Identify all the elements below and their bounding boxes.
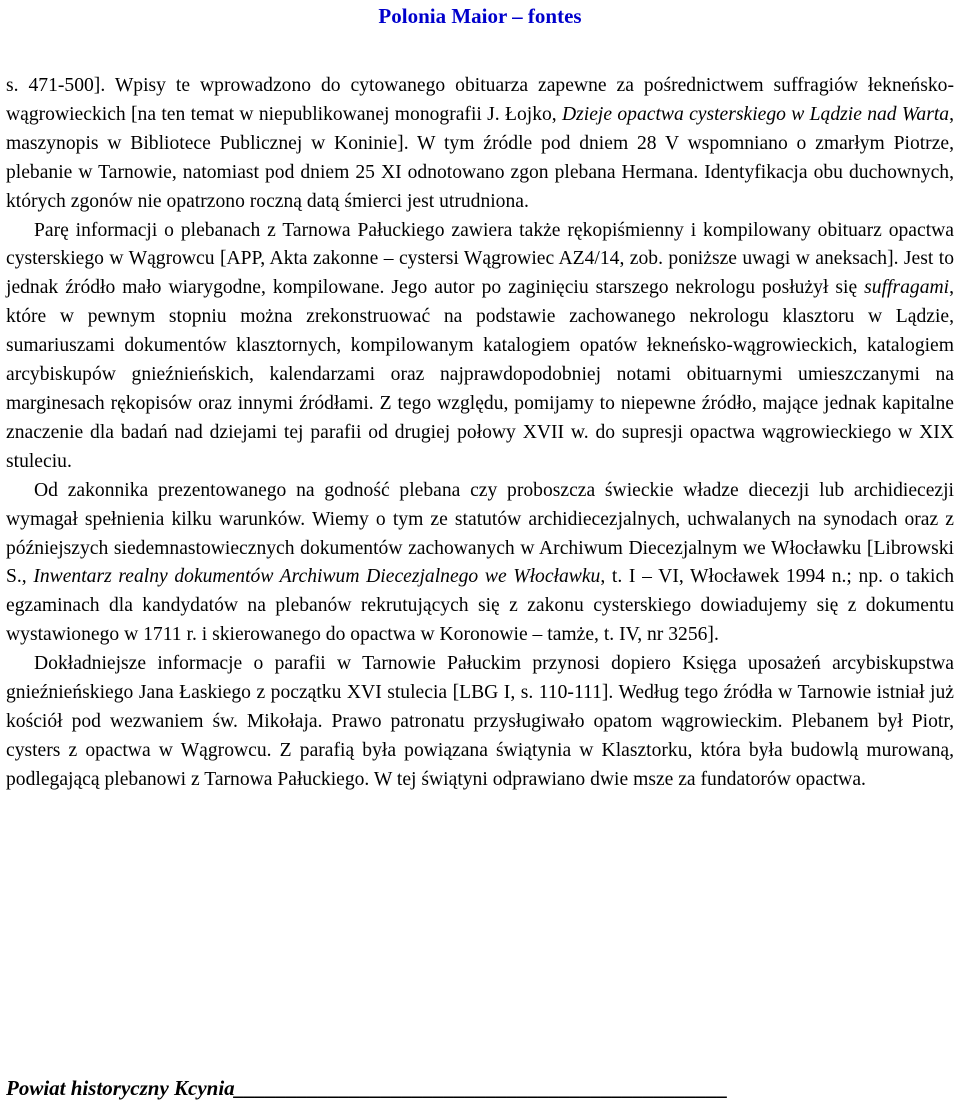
book-title: Dzieje opactwa cysterskiego w Lądzie nad Warta (562, 103, 950, 125)
paragraph-text: Od zakonnika prezentowanego na godność plebana czy proboszcza świeckie władze diecezji lub archidiecezji wymagał spełnienia kilku warunków. Wiemy o tym ze statutów archidiecezjalnych, uchwalanych na synodach oraz z późniejszych siedemnastowiecznych dokumentów zachowanych w Archiwum Diecezjalnym we Włocławku [Librowski S., (6, 479, 954, 588)
paragraph-3 (6, 477, 954, 650)
paragraph-text: , t. I – VI, Włocławek 1994 n.; np. o takich egzaminach dla kandydatów na plebanów rekrutujących się z zakonu cysterskiego dowiadujemy się z dokumentu wystawionego w 1711 r. i skierowanego do opactwa w Koronowie – tamże, t. IV, nr 3256]. (6, 566, 954, 646)
document-body (6, 72, 954, 795)
paragraph-text: Dokładniejsze informacje o parafii w Tarnowie Pałuckim przynosi dopiero Księga uposażeń arcybiskupstwa gnieźnieńskiego Jana Łaskiego z początku XVI stulecia [LBG I, s. 110-111]. Według tego źródła w Tarnowie istniał już kościół pod wezwaniem św. Mikołaja. Prawo patronatu przysługiwało opatom wągrowieckim. Plebanem był Piotr, cysters z opactwa w Wągrowcu. Z parafią była powiązana świątynia w Klasztorku, która była budowlą murowaną, podlegającą plebanowi z Tarnowa Pałuckiego. W tej świątyni odprawiano dwie msze za fundatorów opactwa. (6, 653, 954, 790)
header-title: Polonia Maior – fontes (378, 4, 582, 28)
paragraph-2 (6, 217, 954, 477)
footer-text: Powiat historyczny Kcynia_______________________________________________ (6, 1076, 729, 1100)
paragraph-4 (6, 650, 954, 795)
paragraph-text: s. 471-500]. Wpisy te wprowadzono do cytowanego obituarza zapewne za pośrednictwem suffragiów łekneńsko-wągrowieckich [na ten temat w niepublikowanej monografii J. Łojko, (6, 75, 954, 125)
page-footer (6, 1076, 728, 1101)
paragraph-1 (6, 72, 954, 217)
book-title: Inwentarz realny dokumentów Archiwum Diecezjalnego we Włocławku (33, 566, 601, 588)
italic-term: suffragami (864, 277, 950, 299)
paragraph-text: Parę informacji o plebanach z Tarnowa Pałuckiego zawiera także rękopiśmienny i kompilowany obituarz opactwa cysterskiego w Wągrowcu [APP, Akta zakonne – cystersi Wągrowiec AZ4/14, zob. poniższe uwagi w aneksach]. Jest to jednak źródło mało wiarygodne, kompilowane. Jego autor po zaginięciu starszego nekrologu posłużył się (6, 219, 954, 299)
paragraph-text: , które w pewnym stopniu można zrekonstruować na podstawie zachowanego nekrologu klasztoru w Lądzie, sumariuszami dokumentów klasztornych, kompilowanym katalogiem opatów łekneńsko-wągrowieckich, katalogiem arcybiskupów gnieźnieńskich, kalendarzami oraz najprawdopodobniej notami obituarnymi umieszczanymi na marginesach rękopisów oraz innymi źródłami. Z tego względu, pomijamy to niepewne źródło, mające jednak kapitalne znaczenie dla badań nad dziejami tej parafii od drugiej połowy XVII w. do supresji opactwa wągrowieckiego w XIX stuleciu. (6, 277, 954, 472)
paragraph-text: , maszynopis w Bibliotece Publicznej w Koninie]. W tym źródle pod dniem 28 V wspomniano o zmarłym Piotrze, plebanie w Tarnowie, natomiast pod dniem 25 XI odnotowano zgon plebana Hermana. Identyfikacja obu duchownych, których zgonów nie opatrzono roczną datą śmierci jest utrudniona. (6, 103, 954, 212)
page-header (0, 4, 960, 29)
